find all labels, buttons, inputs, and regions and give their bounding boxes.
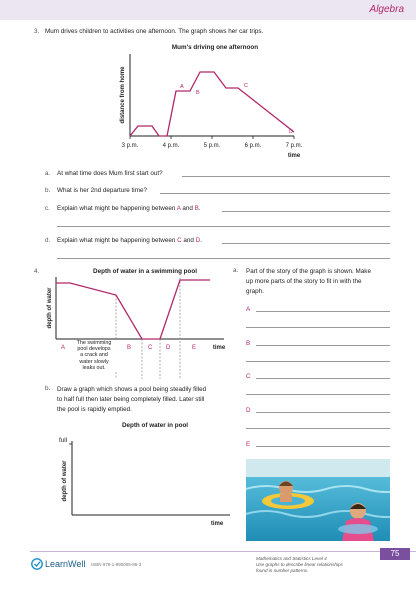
q3-xlabel: time <box>287 153 301 159</box>
header-band <box>0 0 416 20</box>
q3d-point-c: C <box>177 237 182 244</box>
q4b-letter: b. <box>45 385 51 392</box>
q4a-line-b1[interactable] <box>256 345 390 346</box>
q3-ylabel: distance from home <box>120 66 126 124</box>
q3-point-c: C <box>244 83 248 89</box>
q3d-text-mid: and <box>181 237 196 244</box>
q3b-letter: b. <box>45 187 51 194</box>
q4-xlabel: time <box>212 345 226 351</box>
q3-number: 3. <box>34 28 40 35</box>
q4b-text-line: to half full then later being completely filled. Later still <box>57 396 205 403</box>
q4-ylabel: depth of water <box>47 287 53 329</box>
pool-photo <box>246 459 390 541</box>
q4a-letter: a. <box>233 267 239 274</box>
q4-point-e: E <box>192 345 197 351</box>
q3-tick-3pm: 3 p.m. <box>121 143 139 149</box>
q4a-line-c1[interactable] <box>256 378 390 379</box>
q4a-line-c2[interactable] <box>246 394 390 395</box>
q3c-point-b: B <box>194 205 199 212</box>
brand-name: LearnWell <box>45 559 86 569</box>
q3b-text: What is her 2nd departure time? <box>57 187 147 194</box>
q3d-text-pre: Explain what might be happening between <box>57 237 178 244</box>
q3c-letter: c. <box>45 205 50 212</box>
q4a-label-d: D <box>246 407 251 414</box>
q4a-label-b: B <box>246 340 251 347</box>
q4b-ylabel: depth of water <box>62 460 68 502</box>
q4-point-b: B <box>127 345 132 351</box>
q3-trip-line <box>130 72 294 136</box>
q3d-answer-line-2[interactable] <box>57 258 390 259</box>
q3-tick-5pm: 5 p.m. <box>203 143 221 149</box>
q4-annotation-line: leaks out. <box>82 364 106 371</box>
q4b-xlabel: time <box>210 521 224 527</box>
q4b-text-line: the pool is rapidly emptied. <box>57 406 132 413</box>
q4-annotation <box>69 340 119 371</box>
q3-tick-4pm: 4 p.m. <box>162 143 180 149</box>
q4-depth-line <box>56 280 210 339</box>
q3c-answer-line-2[interactable] <box>57 226 390 227</box>
q3c-text <box>57 205 201 212</box>
q4a-text-line: graph. <box>246 288 264 295</box>
q4-annotation-line: water slowly <box>79 358 109 365</box>
q3-intro: Mum drives children to activities one afternoon. The graph shows her car trips. <box>45 28 264 35</box>
q3c-text-post: . <box>198 205 201 212</box>
isbn: ISBN 978-1-990005-86-3 <box>91 562 142 567</box>
footer-rule <box>30 551 416 552</box>
q4a-line-b2[interactable] <box>246 361 390 362</box>
q4b-graph-area[interactable] <box>55 435 235 535</box>
q3d-text <box>57 237 202 244</box>
q4a-line-d1[interactable] <box>256 412 390 413</box>
q4b-full-label: full <box>59 437 68 444</box>
footer-course <box>256 556 343 574</box>
q3d-text-post: . <box>200 237 202 244</box>
q3-point-b: B <box>196 90 200 96</box>
q3d-letter: d. <box>45 237 51 244</box>
q4-point-d: D <box>166 345 171 351</box>
q4-point-a: A <box>61 345 66 351</box>
q3b-answer-line[interactable] <box>160 193 390 194</box>
q4a-line-a1[interactable] <box>256 311 390 312</box>
footer-desc-line: found in number patterns. <box>256 568 309 573</box>
learnwell-logo-icon <box>31 558 43 570</box>
q3-tick-6pm: 6 p.m. <box>244 143 262 149</box>
q3c-text-mid: and <box>180 205 195 212</box>
q4-point-c: C <box>148 345 153 351</box>
q3-tick-7pm: 7 p.m. <box>285 143 303 149</box>
q4-annotation-line: pool develops <box>77 346 111 353</box>
q3-point-d: D <box>289 129 293 135</box>
q3c-text-pre: Explain what might be happening between <box>57 205 177 212</box>
q3a-answer-line[interactable] <box>182 176 390 177</box>
q4b-text-line: Draw a graph which shows a pool being steadily filled <box>57 386 207 393</box>
page-number-tab <box>380 548 410 560</box>
q4-number: 4. <box>34 268 40 275</box>
q4a-text <box>246 267 396 297</box>
q3-graph <box>110 50 310 165</box>
q3c-answer-line-1[interactable] <box>222 211 390 212</box>
q4a-text-line: Part of the story of the graph is shown. Make <box>246 268 371 275</box>
page-number: 75 <box>390 549 400 558</box>
footer-course-title: Mathematics and Statistics Level 4 <box>256 556 327 561</box>
q4-graph-title: Depth of water in a swimming pool <box>93 268 197 275</box>
q4b-text <box>57 385 237 415</box>
q3d-answer-line-1[interactable] <box>222 243 390 244</box>
q4-annotation-line: The swimming <box>76 340 112 346</box>
q4a-line-d2[interactable] <box>246 428 390 429</box>
q4a-label-a: A <box>246 306 251 313</box>
q3c-point-a: A <box>176 205 181 212</box>
q4a-line-a2[interactable] <box>246 327 390 328</box>
q4b-graph-title: Depth of water in pool <box>121 422 189 429</box>
q4a-text-line: up more parts of the story to fit in with the <box>246 278 362 285</box>
q4-dashed-guides <box>116 278 180 379</box>
section-title: Algebra <box>369 4 404 15</box>
q4a-line-e1[interactable] <box>256 446 390 447</box>
q3-graph-title: Mum's driving one afternoon <box>171 44 259 51</box>
q3a-text: At what time does Mum first start out? <box>57 170 163 177</box>
q3-point-a: A <box>180 84 184 90</box>
q4a-label-e: E <box>246 441 251 448</box>
footer-desc-line: Use graphs to describe linear relationships <box>256 562 343 567</box>
q4a-label-c: C <box>246 373 251 380</box>
q4-annotation-line: a crack and <box>80 352 108 359</box>
q3d-point-d: D <box>195 237 201 244</box>
q3a-letter: a. <box>45 170 51 177</box>
